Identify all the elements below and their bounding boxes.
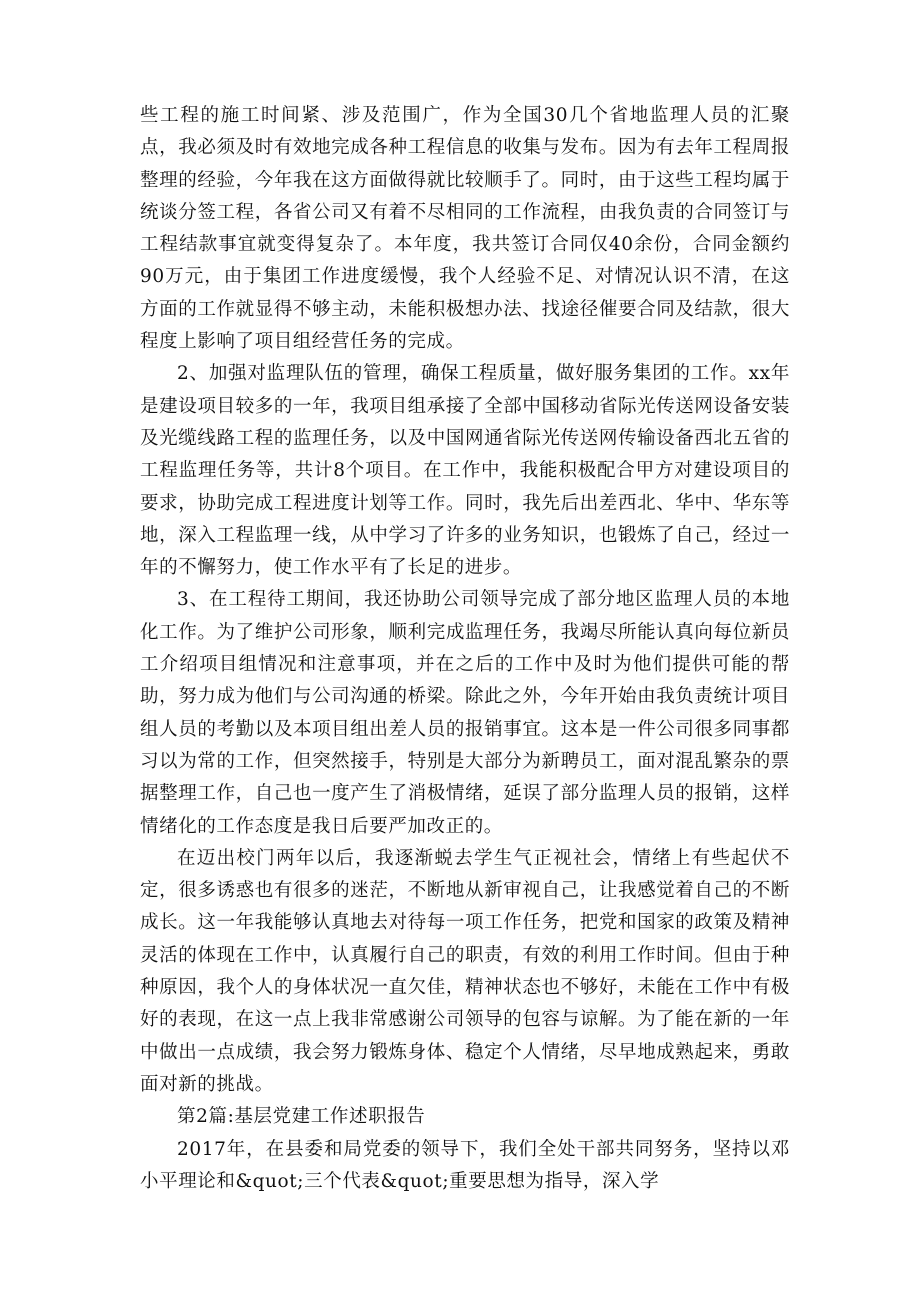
paragraph-item-3: 3、在工程待工期间，我还协助公司领导完成了部分地区监理人员的本地化工作。为了维护公司形象，顺利完成监理任务，我竭尽所能认真向每位新员工介绍项目组情况和注意事项，并在之后的工作中及时为他们提供可能的帮助，努力成为他们与公司沟通的桥梁。除此之外，今年开始由我负责统计项目组人员的考勤以及本项目组出差人员的报销事宜。这本是一件公司很多同事都习以为常的工作，但突然接手，特别是大部分为新聘员工，面对混乱繁杂的票据整理工作，自己也一度产生了消极情绪，延误了部分监理人员的报销，这样情绪化的工作态度是我日后要严加改正的。: [140, 589, 790, 837]
document-body: [140, 100, 790, 1198]
paragraph-continuation: 些工程的施工时间紧、涉及范围广，作为全国30几个省地监理人员的汇聚点，我必须及时有效地完成各种工程信息的收集与发布。因为有去年工程周报整理的经验，今年我在这方面做得就比较顺手了。同时，由于这些工程均属于统谈分签工程，各省公司又有着不尽相同的工作流程，由我负责的合同签订与工程结款事宜就变得复杂了。本年度，我共签订合同仅40余份，合同金额约90万元，由于集团工作进度缓慢，我个人经验不足、对情况认识不清，在这方面的工作就显得不够主动，未能积极想办法、找途径催要合同及结款，很大程度上影响了项目组经营任务的完成。: [140, 105, 790, 353]
section-heading: 第2篇:基层党建工作述职报告: [177, 1106, 426, 1128]
paragraph-item-2: 2、加强对监理队伍的管理，确保工程质量，做好服务集团的工作。xx年是建设项目较多的一年，我项目组承接了全部中国移动省际光传送网设备安装及光缆线路工程的监理任务，以及中国网通省际光传送网传输设备西北五省的工程监理任务等，共计8个项目。在工作中，我能积极配合甲方对建设项目的要求，协助完成工程进度计划等工作。同时，我先后出差西北、华中、华东等地，深入工程监理一线，从中学习了许多的业务知识，也锻炼了自己，经过一年的不懈努力，使工作水平有了长足的进步。: [140, 363, 790, 579]
paragraph-reflection: 在迈出校门两年以后，我逐渐蜕去学生气正视社会，情绪上有些起伏不定，很多诱惑也有很多的迷茫，不断地从新审视自己，让我感觉着自己的不断成长。这一年我能够认真地去对待每一项工作任务，把党和国家的政策及精神灵活的体现在工作中，认真履行自己的职责，有效的利用工作时间。但由于种种原因，我个人的身体状况一直欠佳，精神状态也不够好，未能在工作中有极好的表现，在这一点上我非常感谢公司领导的包容与谅解。为了能在新的一年中做出一点成绩，我会努力锻炼身体、稳定个人情绪，尽早地成熟起来，勇敢面对新的挑战。: [140, 847, 790, 1095]
paragraph-intro: 2017年，在县委和局党委的领导下，我们全处干部共同努务，坚持以邓小平理论和&quot;三个代表&quot;重要思想为指导，深入学: [140, 1138, 790, 1192]
